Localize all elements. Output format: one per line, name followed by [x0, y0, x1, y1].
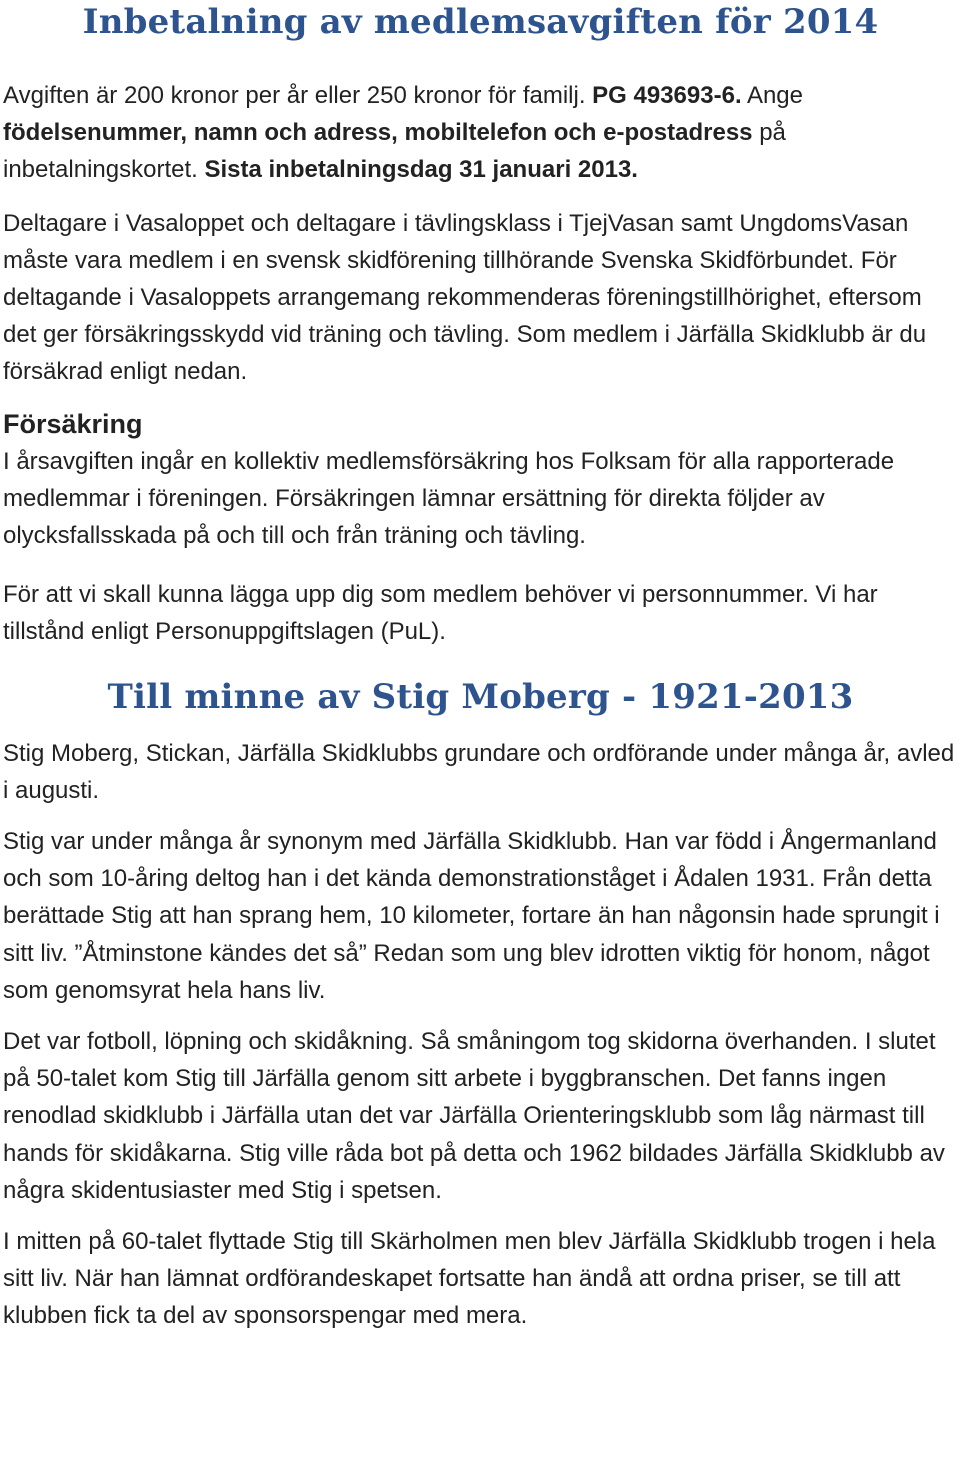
fee-text-2: Ange	[741, 82, 804, 109]
vasaloppet-paragraph: Deltagare i Vasaloppet och deltagare i tävlingsklass i TjejVasan samt UngdomsVasan måste vara medlem i en svensk skidförening tillhörande Svenska Skidförbundet. För deltagande i Vasaloppets arrangemang rekommenderas föreningstillhörighet, eftersom det ger försäkringsskydd vid träning och tävling. Som medlem i Järfälla Skidklubb är du försäkrad enligt nedan.	[3, 209, 927, 386]
membership-fee-heading: Inbetalning av medlemsavgiften för 2014	[82, 2, 879, 42]
insurance-subheading: Försäkring	[3, 408, 143, 439]
memorial-paragraph-2: Stig var under många år synonym med Järfälla Skidklubb. Han var född i Ångermanland och som 10-åring deltog han i det kända demonstrationståget i Ådalen 1931. Från detta berättade Stig att han sprang hem, 10 kilometer, fortare än han någonsin hade sprungit i sitt liv. ”Åtminstone kändes det så” Redan som ung blev idrotten viktig för honom, något som genomsyrat hela hans liv.	[3, 828, 940, 1004]
memorial-paragraph-3: Det var fotboll, löpning och skidåkning. Så småningom tog skidorna överhanden. I slutet på 50-talet kom Stig till Järfälla genom sitt arbete i byggbranschen. Det fanns ingen renodlad skidklubb i Järfälla utan det var Järfälla Orienteringsklubb som låg närmast till hands för skidåkarna. Stig ville råda bot på detta och 1962 bildades Järfälla Skidklubb av några skidentusiaster med Stig i spetsen.	[3, 1028, 945, 1204]
insurance-paragraph: I årsavgiften ingår en kollektiv medlemsförsäkring hos Folksam för alla rapporterade medlemmar i föreningen. Försäkringen lämnar ersättning för direkta följder av olycksfallsskada på och till och från träning och tävling.	[3, 447, 895, 550]
required-details: födelsenummer, namn och adress, mobiltelefon och e-postadress	[3, 119, 753, 147]
fee-paragraph	[3, 77, 958, 189]
memorial-paragraph-4: I mitten på 60-talet flyttade Stig till Skärholmen men blev Järfälla Skidklubb trogen i hela sitt liv. När han lämnat ordförandeskapet fortsatte han ändå att ordna priser, se till att klubben fick ta del av sponsorspengar med mera.	[3, 1228, 936, 1330]
memorial-heading: Till minne av Stig Moberg - 1921-2013	[107, 676, 854, 717]
fee-text: Avgiften är 200 kronor per år eller 250 kronor för familj.	[3, 82, 593, 109]
fee-text-3: på inbetalningskortet.	[3, 119, 786, 184]
personal-number-paragraph: För att vi skall kunna lägga upp dig som medlem behöver vi personnummer. Vi har tillstånd enligt Personuppgiftslagen (PuL).	[3, 581, 878, 646]
postgiro-number: PG 493693-6.	[592, 82, 742, 109]
memorial-paragraph-1: Stig Moberg, Stickan, Järfälla Skidklubbs grundare och ordförande under många år, avled i augusti.	[3, 739, 955, 804]
payment-deadline: Sista inbetalningsdag 31 januari 2013.	[204, 156, 638, 184]
